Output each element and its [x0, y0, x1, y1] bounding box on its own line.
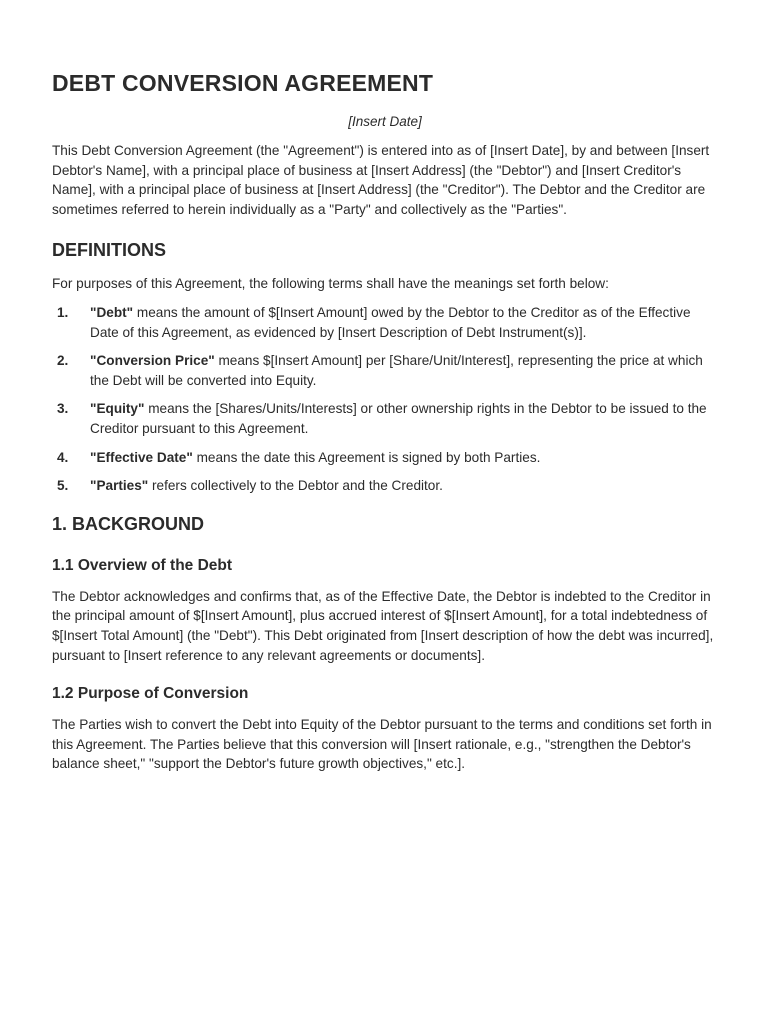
- definition-number: 1.: [57, 304, 69, 320]
- definition-body: [90, 476, 718, 496]
- purpose-paragraph: The Parties wish to convert the Debt into Equity of the Debtor pursuant to the terms and conditions set forth in this Agreement. The Parties believe that this conversion will [Insert rationale, e.g., "strengthen the Debtor's balance sheet," "support the Debtor's future growth objectives," etc.].: [52, 717, 712, 772]
- definition-text: means the amount of $[Insert Amount] owed by the Debtor to the Creditor as of the Effective Date of this Agreement, as evidenced by [Insert Description of Debt Instrument(s)].: [90, 304, 691, 340]
- definition-text: means $[Insert Amount] per [Share/Unit/Interest], representing the price at which the Debt will be converted into Equity.: [90, 353, 703, 388]
- definition-body: [90, 399, 718, 438]
- definition-term: "Parties": [90, 478, 149, 494]
- definitions-lead: For purposes of this Agreement, the following terms shall have the meanings set forth below:: [52, 276, 609, 292]
- definition-item: [52, 448, 718, 468]
- intro-paragraph: This Debt Conversion Agreement (the "Agreement") is entered into as of [Insert Date], by and between [Insert Debtor's Name], with a principal place of business at [Insert Address] (the "Debtor") and [Insert Creditor's Name], with a principal place of business at [Insert Address] (the "Creditor"). The Debtor and the Creditor are sometimes referred to herein individually as a "Party" and collectively as the "Parties".: [52, 143, 710, 217]
- overview-heading: 1.1 Overview of the Debt: [52, 556, 233, 574]
- definition-term: "Conversion Price": [90, 353, 215, 369]
- purpose-heading: 1.2 Purpose of Conversion: [52, 685, 249, 703]
- definition-item: [52, 351, 718, 390]
- definition-term: "Equity": [90, 401, 145, 417]
- definition-term: "Effective Date": [90, 449, 193, 465]
- definition-number: 5.: [57, 478, 69, 494]
- definition-text: refers collectively to the Debtor and the Creditor.: [148, 478, 443, 494]
- definition-number: 3.: [57, 401, 69, 417]
- document-date: [Insert Date]: [348, 114, 422, 129]
- definition-body: [90, 351, 718, 390]
- definitions-list: [52, 303, 718, 496]
- definition-item: [52, 476, 718, 496]
- definition-text: means the [Shares/Units/Interests] or other ownership rights in the Debtor to be issued to the Creditor pursuant to this Agreement.: [90, 401, 707, 436]
- definition-text: means the date this Agreement is signed by both Parties.: [192, 449, 541, 465]
- definition-item: [52, 399, 718, 438]
- definition-number: 4.: [57, 449, 69, 465]
- definition-term: "Debt": [90, 304, 134, 320]
- document-page: [52, 70, 718, 774]
- document-title: DEBT CONVERSION AGREEMENT: [52, 70, 434, 96]
- definition-item: [52, 303, 718, 342]
- definition-body: [90, 303, 718, 342]
- definition-body: [90, 448, 718, 468]
- definition-number: 2.: [57, 353, 69, 369]
- overview-paragraph: The Debtor acknowledges and confirms that, as of the Effective Date, the Debtor is indebted to the Creditor in the principal amount of $[Insert Amount], plus accrued interest of $[Insert Amount], for a total indebtedness of $[Insert Total Amount] (the "Debt"). This Debt originated from [Insert description of how the debt was incurred], pursuant to [Insert reference to any relevant agreements or documents].: [52, 588, 714, 663]
- definitions-heading: DEFINITIONS: [52, 240, 167, 261]
- background-heading: 1. BACKGROUND: [52, 513, 205, 534]
